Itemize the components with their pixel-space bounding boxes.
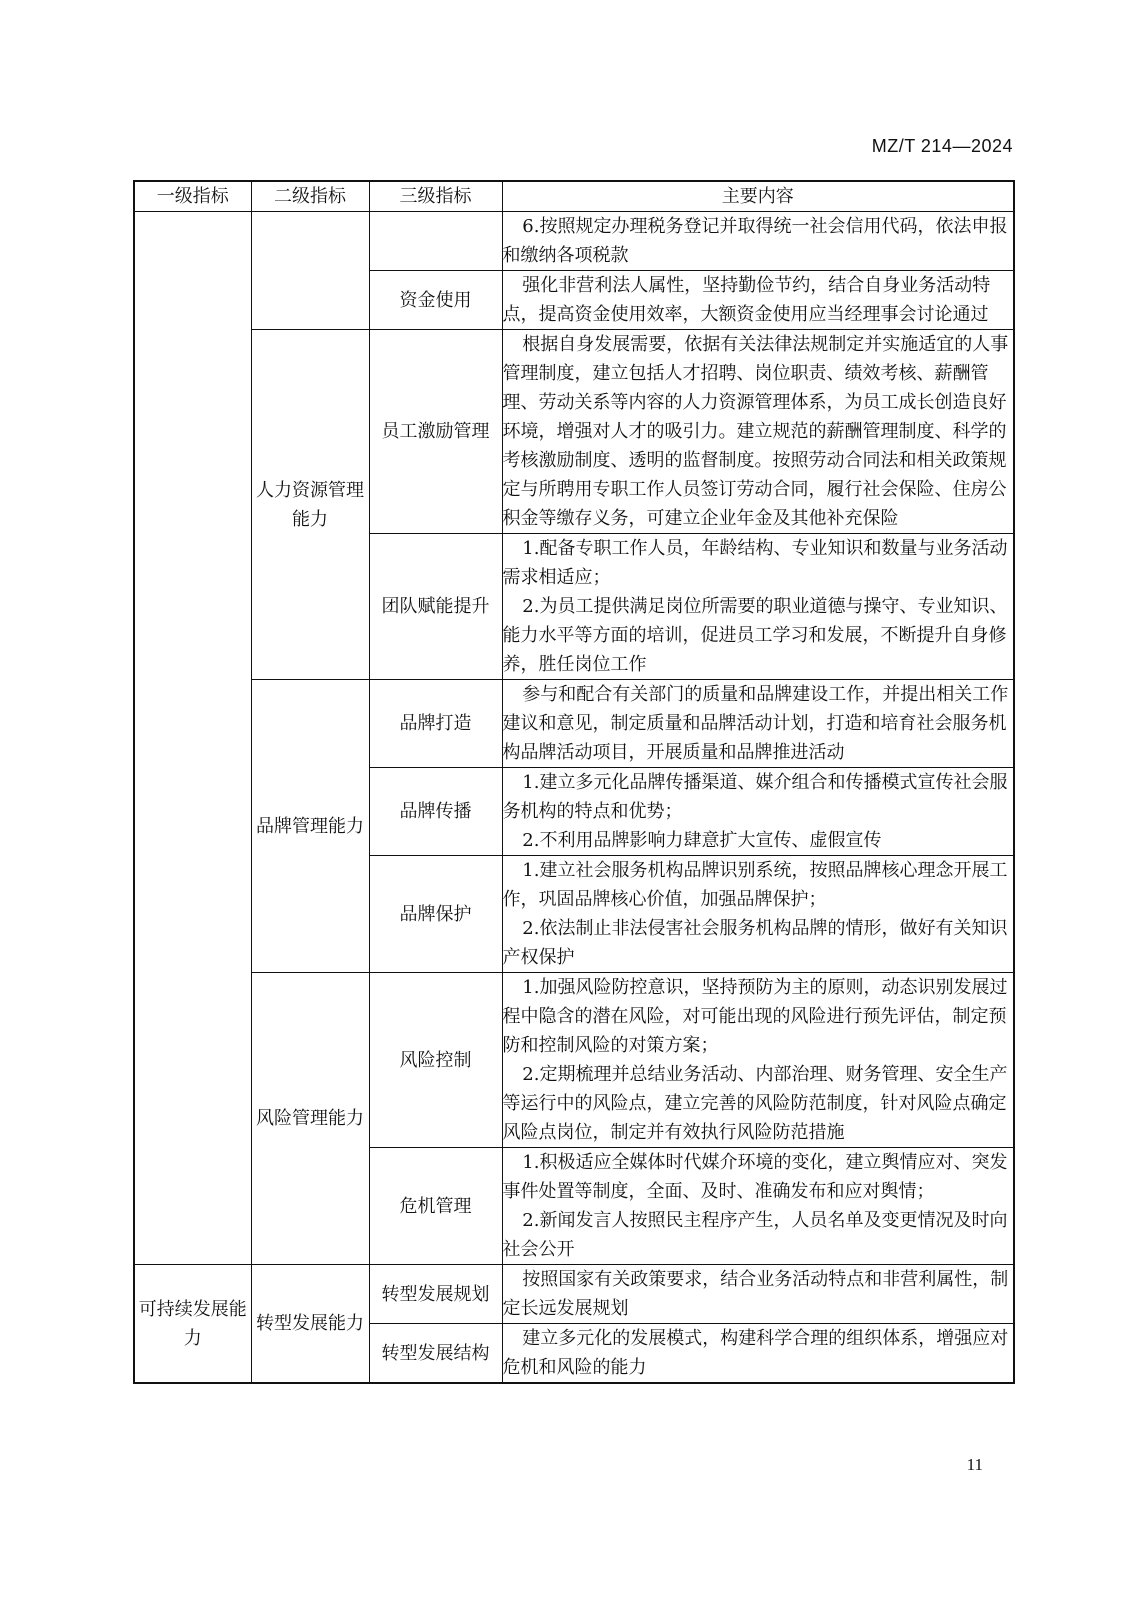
content-paragraph: 参与和配合有关部门的质量和品牌建设工作，并提出相关工作建议和意见，制定质量和品牌活动计划，打造和培育社会服务机构品牌活动项目，开展质量和品牌推进活动 (502, 684, 1009, 763)
content-cell (502, 534, 1014, 680)
content-paragraph: 1.建立多元化品牌传播渠道、媒介组合和传播模式宣传社会服务机构的特点和优势； (502, 772, 1008, 822)
level3-cell: 品牌保护 (369, 856, 502, 973)
content-paragraph: 按照国家有关政策要求，结合业务活动特点和非营利属性，制定长远发展规划 (502, 1269, 1009, 1319)
content-cell (502, 212, 1014, 271)
level2-cell: 品牌管理能力 (251, 680, 369, 973)
content-cell (502, 330, 1014, 534)
header-level3: 三级指标 (369, 181, 502, 212)
content-cell (502, 973, 1014, 1148)
level2-cell: 风险管理能力 (251, 973, 369, 1265)
standard-code: MZ/T 214—2024 (871, 136, 1013, 156)
level2-cell-empty (251, 212, 369, 330)
level3-cell: 员工激励管理 (369, 330, 502, 534)
content-paragraph: 1.配备专职工作人员，年龄结构、专业知识和数量与业务活动需求相适应； (502, 538, 1008, 588)
content-paragraph: 2.不利用品牌影响力肆意扩大宣传、虚假宣传 (522, 830, 882, 851)
level3-cell: 危机管理 (369, 1148, 502, 1265)
header-level1: 一级指标 (134, 181, 251, 212)
header-content: 主要内容 (502, 181, 1014, 212)
table-row (134, 680, 1014, 768)
level3-cell: 转型发展结构 (369, 1324, 502, 1384)
level3-cell (369, 212, 502, 271)
content-cell (502, 1148, 1014, 1265)
content-paragraph: 2.新闻发言人按照民主程序产生，人员名单及变更情况及时向社会公开 (502, 1210, 1008, 1260)
content-paragraph: 6.按照规定办理税务登记并取得统一社会信用代码，依法申报和缴纳各项税款 (502, 216, 1008, 266)
level2-cell: 人力资源管理能力 (251, 330, 369, 680)
content-paragraph: 建立多元化的发展模式，构建科学合理的组织体系，增强应对危机和风险的能力 (502, 1328, 1009, 1378)
table-row (134, 1265, 1014, 1324)
content-paragraph: 2.依法制止非法侵害社会服务机构品牌的情形，做好有关知识产权保护 (502, 918, 1008, 968)
content-cell (502, 1324, 1014, 1384)
level3-cell: 品牌打造 (369, 680, 502, 768)
indicator-table (133, 180, 1015, 1384)
content-paragraph: 1.建立社会服务机构品牌识别系统，按照品牌核心理念开展工作，巩固品牌核心价值，加强品牌保护； (502, 860, 1008, 910)
table-header-row (134, 181, 1014, 212)
level3-cell: 团队赋能提升 (369, 534, 502, 680)
level3-cell: 品牌传播 (369, 768, 502, 856)
table-row (134, 973, 1014, 1148)
content-paragraph: 强化非营利法人属性，坚持勤俭节约，结合自身业务活动特点，提高资金使用效率，大额资金使用应当经理事会讨论通过 (502, 275, 991, 325)
content-cell (502, 271, 1014, 330)
level3-cell: 转型发展规划 (369, 1265, 502, 1324)
table-row (134, 212, 1014, 271)
content-paragraph: 1.加强风险防控意识，坚持预防为主的原则，动态识别发展过程中隐含的潜在风险，对可能出现的风险进行预先评估，制定预防和控制风险的对策方案； (502, 977, 1008, 1056)
level1-cell: 可持续发展能力 (134, 1265, 251, 1384)
content-paragraph: 1.积极适应全媒体时代媒介环境的变化，建立舆情应对、突发事件处置等制度，全面、及时、准确发布和应对舆情； (502, 1152, 1008, 1202)
content-cell (502, 1265, 1014, 1324)
table-row (134, 330, 1014, 534)
content-paragraph: 2.定期梳理并总结业务活动、内部治理、财务管理、安全生产等运行中的风险点，建立完善的风险防范制度，针对风险点确定风险点岗位，制定并有效执行风险防范措施 (502, 1064, 1008, 1143)
content-cell (502, 768, 1014, 856)
content-paragraph: 根据自身发展需要，依据有关法律法规制定并实施适宜的人事管理制度，建立包括人才招聘、岗位职责、绩效考核、薪酬管理、劳动关系等内容的人力资源管理体系，为员工成长创造良好环境，增强对人才的吸引力。建立规范的薪酬管理制度、科学的考核激励制度、透明的监督制度。按照劳动合同法和相关政策规定与所聘用专职工作人员签订劳动合同，履行社会保险、住房公积金等缴存义务，可建立企业年金及其他补充保险 (502, 334, 1009, 529)
level3-cell: 资金使用 (369, 271, 502, 330)
content-paragraph: 2.为员工提供满足岗位所需要的职业道德与操守、专业知识、能力水平等方面的培训，促进员工学习和发展，不断提升自身修养，胜任岗位工作 (502, 596, 1008, 675)
level3-cell: 风险控制 (369, 973, 502, 1148)
page-number: 11 (966, 1455, 983, 1474)
level1-cell-empty (134, 212, 251, 1265)
header-level2: 二级指标 (251, 181, 369, 212)
content-cell (502, 856, 1014, 973)
content-cell (502, 680, 1014, 768)
level2-cell: 转型发展能力 (251, 1265, 369, 1384)
